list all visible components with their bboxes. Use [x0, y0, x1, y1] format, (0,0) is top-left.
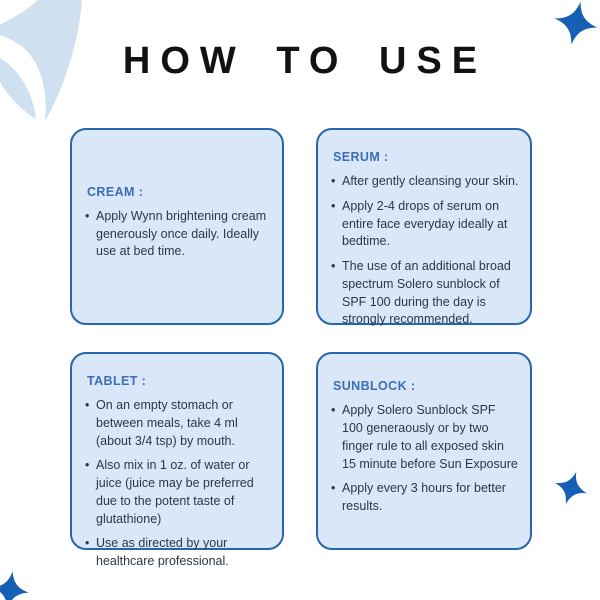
- card-sunblock: [316, 352, 532, 550]
- bullet-icon: •: [331, 174, 336, 188]
- list-item: [331, 402, 519, 473]
- card-title-sunblock: SUNBLOCK :: [333, 379, 416, 394]
- bullet-icon: •: [331, 481, 336, 496]
- card-title-serum: SERUM :: [333, 150, 389, 164]
- bullet-icon: •: [85, 536, 90, 551]
- bullet-text: Apply every 3 hours for better results.: [342, 481, 506, 513]
- card-title-tablet: TABLET :: [87, 374, 147, 388]
- card-tablet: [70, 352, 284, 568]
- bullet-icon: •: [85, 208, 90, 223]
- bullet-icon: •: [331, 403, 336, 418]
- bullet-text: After gently cleansing your skin.: [342, 174, 519, 188]
- bullet-text: Use as directed by your healthcare professional.: [96, 536, 229, 568]
- bullet-text: Apply Wynn brightening cream generously once daily. Ideally use at bed time.: [96, 208, 267, 259]
- list-item: [331, 198, 519, 251]
- page-title: HOW TO USE: [122, 40, 488, 82]
- list-item: [85, 208, 271, 261]
- bullet-text: On an empty stomach or between meals, take 4 ml (about 3/4 tsp) by mouth.: [96, 398, 238, 448]
- list-item: [331, 480, 519, 516]
- bullet-icon: •: [331, 259, 336, 273]
- card-title-cream: CREAM :: [87, 184, 144, 199]
- bullet-icon: •: [85, 398, 90, 412]
- bullet-text: Apply Solero Sunblock SPF 100 generaously or by two finger rule to all exposed skin 15 minute before Sun Exposure: [342, 403, 518, 471]
- sparkle-bottom-left-icon: [0, 569, 31, 600]
- bullet-icon: •: [331, 198, 336, 213]
- list-item: [85, 397, 271, 450]
- list-item: [85, 535, 271, 571]
- bullet-text: Also mix in 1 oz. of water or juice (juice may be preferred due to the potent taste of glutathione): [96, 458, 254, 526]
- bullet-text: The use of an additional broad spectrum Solero sunblock of SPF 100 during the day is strongly recommended.: [342, 259, 511, 327]
- list-item: [85, 457, 271, 528]
- sparkle-bottom-right-icon: [550, 467, 593, 510]
- card-cream: [70, 128, 284, 325]
- list-item: [331, 173, 519, 191]
- bullet-text: Apply 2-4 drops of serum on entire face everyday ideally at bedtime.: [342, 198, 508, 249]
- bullet-icon: •: [85, 458, 90, 473]
- card-serum: [316, 128, 532, 325]
- list-item: [331, 258, 519, 329]
